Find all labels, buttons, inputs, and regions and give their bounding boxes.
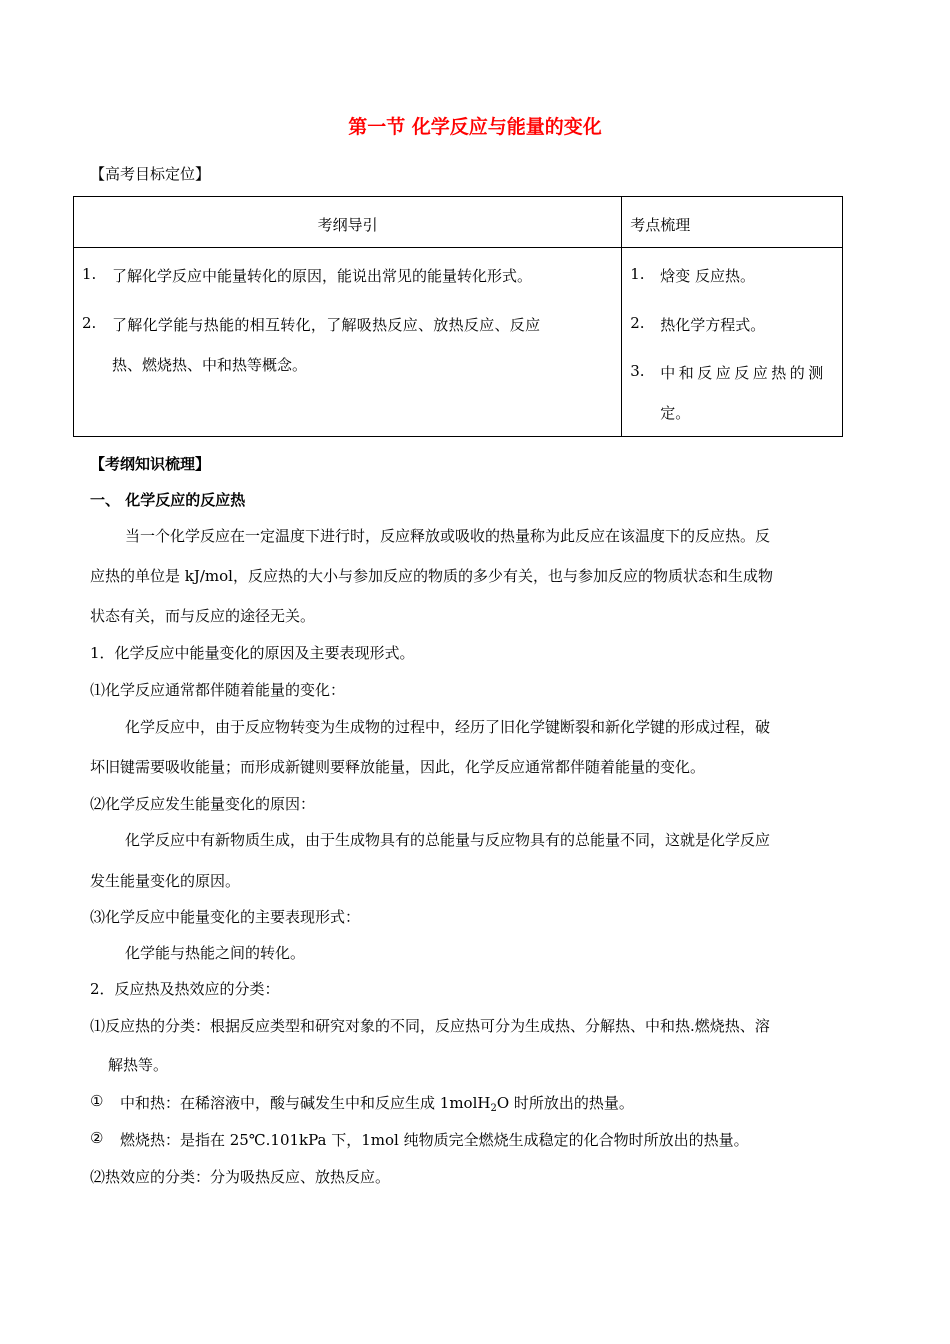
table-header-guide: [74, 197, 622, 248]
list-item-number: 2.: [630, 314, 645, 332]
list-item-number: 2.: [82, 314, 97, 332]
goal-table: [73, 196, 843, 437]
list-item-continuation: 热、燃烧热、中和热等概念。: [112, 356, 308, 374]
list-item-continuation: 解热等。: [108, 1056, 169, 1074]
definition-text: 中和热：在稀溶液中，酸与碱发生中和反应生成 1molH: [120, 1094, 491, 1112]
definition-neutralization-heat: [120, 1092, 634, 1114]
guide-cell: [74, 248, 622, 437]
page-title: 第一节 化学反应与能量的变化: [348, 116, 602, 138]
circle-marker: ①: [90, 1092, 104, 1110]
section-heading: 一、 化学反应的反应热: [90, 491, 246, 509]
paragraph-line: 坏旧键需要吸收能量；而形成新键则要释放能量，因此，化学反应通常都伴随着能量的变化。: [90, 758, 706, 776]
list-item-continuation: 定。: [660, 404, 691, 422]
list-item: ⑵化学反应发生能量变化的原因：: [90, 795, 316, 813]
paragraph-line: 化学反应中有新物质生成，由于生成物具有的总能量与反应物具有的总能量不同，这就是化学反应: [125, 831, 771, 849]
definition-combustion-heat: 燃烧热：是指在 25℃.101kPa 下，1mol 纯物质完全燃烧生成稳定的化合物时所放出的热量。: [120, 1131, 749, 1149]
list-item: 了解化学能与热能的相互转化，了解吸热反应、放热反应、反应: [112, 316, 541, 334]
paragraph-line: 发生能量变化的原因。: [90, 872, 241, 890]
goal-heading: 【高考目标定位】: [90, 165, 211, 183]
list-item: 焓变 反应热。: [660, 267, 756, 285]
paragraph-line: 状态有关，而与反应的途径无关。: [90, 607, 316, 625]
subscript: 2: [490, 1103, 497, 1114]
table-header-points: [622, 197, 843, 248]
list-item: ⑶化学反应中能量变化的主要表现形式：: [90, 908, 361, 926]
list-item: 2．反应热及热效应的分类：: [90, 980, 280, 998]
list-item: 中和反应反应热的测: [660, 364, 827, 382]
circle-marker: ②: [90, 1129, 104, 1147]
list-item: 热化学方程式。: [660, 316, 766, 334]
list-item-number: 3.: [630, 362, 645, 380]
list-item-number: 1.: [82, 265, 97, 283]
knowledge-heading: 【考纲知识梳理】: [90, 455, 211, 473]
list-item: ⑴反应热的分类：根据反应类型和研究对象的不同，反应热可分为生成热、分解热、中和热.燃烧热、溶: [90, 1017, 770, 1035]
list-item-number: 1.: [630, 265, 645, 283]
paragraph-line: 应热的单位是 kJ/mol，反应热的大小与参加反应的物质的多少有关，也与参加反应的物质状态和生成物: [90, 567, 773, 585]
paragraph-line: 当一个化学反应在一定温度下进行时，反应释放或吸收的热量称为此反应在该温度下的反应热。反: [125, 527, 771, 545]
col1-header: 考纲导引: [317, 216, 378, 234]
col2-header: 考点梳理: [630, 216, 691, 234]
points-cell: [622, 248, 843, 437]
paragraph-line: 化学能与热能之间的转化。: [125, 944, 306, 962]
list-item: 1．化学反应中能量变化的原因及主要表现形式。: [90, 644, 415, 662]
list-item: 了解化学反应中能量转化的原因，能说出常见的能量转化形式。: [112, 267, 533, 285]
definition-text: O 时所放出的热量。: [496, 1094, 634, 1112]
list-item: ⑴化学反应通常都伴随着能量的变化：: [90, 681, 346, 699]
list-item: ⑵热效应的分类：分为吸热反应、放热反应。: [90, 1168, 391, 1186]
paragraph-line: 化学反应中，由于反应物转变为生成物的过程中，经历了旧化学键断裂和新化学键的形成过程，破: [125, 718, 771, 736]
